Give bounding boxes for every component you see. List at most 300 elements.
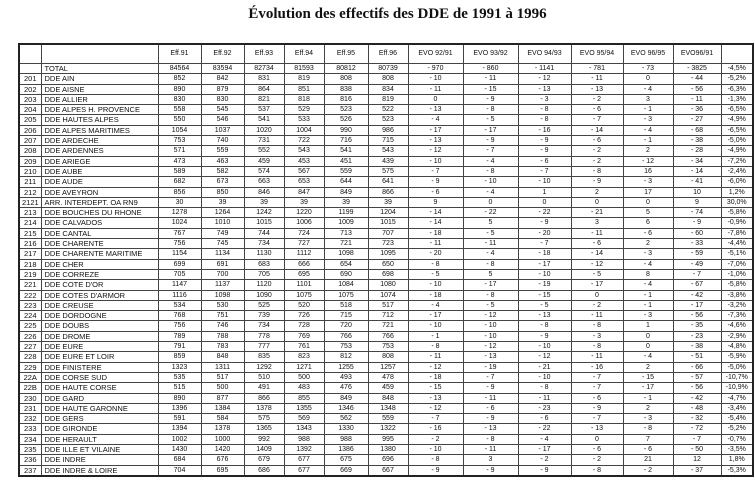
cell-evo-94-93: - 9 [518, 465, 571, 476]
cell-evo-92-91: - 8 [408, 455, 463, 465]
cell-evo-percent: -1,3% [721, 94, 753, 104]
table-row [19, 444, 753, 454]
cell-code: 206 [19, 125, 41, 135]
cell-eff-94: 1006 [284, 218, 324, 228]
cell-evo-95-94: - 9 [571, 403, 623, 413]
cell-eff-92: 1037 [201, 125, 244, 135]
cell-evo-96-91: - 57 [673, 372, 721, 382]
cell-eff-91: 1054 [158, 125, 201, 135]
cell-evo-93-92: 5 [463, 269, 518, 279]
cell-evo-95-94: - 7 [571, 383, 623, 393]
cell-eff-93: 744 [244, 228, 284, 238]
cell-evo-96-91: 9 [673, 197, 721, 207]
cell-evo-95-94: - 2 [571, 156, 623, 166]
cell-evo-96-91: - 35 [673, 321, 721, 331]
cell-eff-95: 80812 [324, 64, 368, 74]
cell-eff-95: 849 [324, 187, 368, 197]
cell-evo-95-94: - 2 [571, 94, 623, 104]
cell-evo-96-95: - 2 [623, 465, 673, 476]
cell-evo-96-91: - 28 [673, 146, 721, 156]
cell-eff-93: 866 [244, 393, 284, 403]
cell-eff-96: 819 [368, 94, 408, 104]
cell-eff-91: 705 [158, 269, 201, 279]
cell-eff-95: 562 [324, 414, 368, 424]
cell-evo-93-92: - 9 [463, 414, 518, 424]
column-header-eff-92: Eff.92 [201, 44, 244, 64]
cell-evo-95-94: - 8 [571, 465, 623, 476]
cell-evo-96-95: 0 [623, 197, 673, 207]
cell-evo-percent: -5,8% [721, 280, 753, 290]
cell-eff-93: 686 [244, 465, 284, 476]
cell-evo-95-94: - 8 [571, 321, 623, 331]
table-row [19, 146, 753, 156]
cell-department: DDE GERS [41, 414, 158, 424]
cell-evo-96-95: 16 [623, 166, 673, 176]
cell-evo-95-94: - 16 [571, 362, 623, 372]
cell-eff-91: 84564 [158, 64, 201, 74]
cell-eff-95: 713 [324, 228, 368, 238]
cell-department: DDE HAUTE CORSE [41, 383, 158, 393]
cell-evo-95-94: - 14 [571, 125, 623, 135]
cell-evo-percent: -3,4% [721, 403, 753, 413]
cell-eff-95: 753 [324, 342, 368, 352]
cell-eff-95: 644 [324, 177, 368, 187]
cell-evo-93-92: - 8 [463, 166, 518, 176]
column-header-evo-95-94: EVO 95/94 [571, 44, 623, 64]
cell-eff-95: 526 [324, 115, 368, 125]
cell-eff-94: 695 [284, 269, 324, 279]
cell-eff-94: 727 [284, 239, 324, 249]
cell-evo-96-91: - 7 [673, 434, 721, 444]
cell-eff-94: 728 [284, 321, 324, 331]
cell-eff-91: 1396 [158, 403, 201, 413]
cell-evo-92-91: - 14 [408, 218, 463, 228]
table-row [19, 331, 753, 341]
cell-evo-96-95: - 17 [623, 383, 673, 393]
cell-eff-92: 1311 [201, 362, 244, 372]
cell-code: 221 [19, 280, 41, 290]
cell-evo-96-95: - 3 [623, 311, 673, 321]
cell-eff-95: 1346 [324, 403, 368, 413]
cell-eff-96: 1348 [368, 403, 408, 413]
cell-code: 227 [19, 342, 41, 352]
cell-eff-92: 1010 [201, 218, 244, 228]
table-row [19, 208, 753, 218]
cell-code: 207 [19, 136, 41, 146]
cell-eff-91: 789 [158, 331, 201, 341]
cell-eff-96: 698 [368, 269, 408, 279]
cell-code: 228 [19, 352, 41, 362]
cell-eff-95: 1386 [324, 444, 368, 454]
cell-evo-94-93: - 9 [518, 146, 571, 156]
cell-eff-92: 783 [201, 342, 244, 352]
cell-evo-percent: -5,8% [721, 208, 753, 218]
cell-evo-94-93: - 13 [518, 311, 571, 321]
cell-eff-95: 1330 [324, 424, 368, 434]
cell-eff-96: 523 [368, 115, 408, 125]
cell-evo-92-91: - 7 [408, 414, 463, 424]
cell-evo-94-93: - 7 [518, 166, 571, 176]
cell-eff-94: 1101 [284, 280, 324, 290]
cell-evo-percent: -5,2% [721, 424, 753, 434]
cell-code: 215 [19, 228, 41, 238]
column-header-eff-94: Eff.94 [284, 44, 324, 64]
cell-eff-94: 1220 [284, 208, 324, 218]
cell-eff-94: 1343 [284, 424, 324, 434]
column-header-evo-92-91: EVO 92/91 [408, 44, 463, 64]
cell-evo-96-91: - 41 [673, 177, 721, 187]
cell-evo-94-93: - 10 [518, 372, 571, 382]
cell-evo-percent: -7,8% [721, 228, 753, 238]
cell-eff-96: 866 [368, 187, 408, 197]
cell-evo-96-91: - 37 [673, 465, 721, 476]
cell-eff-91: 699 [158, 259, 201, 269]
cell-eff-95: 493 [324, 372, 368, 382]
table-row [19, 84, 753, 94]
cell-evo-percent: -5,2% [721, 74, 753, 84]
cell-evo-92-91: 9 [408, 197, 463, 207]
cell-eff-94: 453 [284, 156, 324, 166]
cell-evo-96-91: - 49 [673, 259, 721, 269]
cell-evo-93-92: - 12 [463, 311, 518, 321]
cell-eff-92: 463 [201, 156, 244, 166]
cell-eff-94: 851 [284, 84, 324, 94]
cell-eff-93: 1015 [244, 218, 284, 228]
cell-evo-93-92: - 4 [463, 187, 518, 197]
cell-department: DDE ALLIER [41, 94, 158, 104]
cell-evo-96-95: - 73 [623, 64, 673, 74]
table-row [19, 177, 753, 187]
cell-evo-94-93: - 8 [518, 105, 571, 115]
cell-evo-96-95: 3 [623, 94, 673, 104]
cell-evo-96-91: - 33 [673, 239, 721, 249]
cell-eff-93: 1365 [244, 424, 284, 434]
cell-eff-94: 567 [284, 166, 324, 176]
cell-eff-93: 39 [244, 197, 284, 207]
table-row [19, 300, 753, 310]
cell-evo-92-91: - 16 [408, 424, 463, 434]
cell-evo-95-94: - 5 [571, 269, 623, 279]
table-row [19, 94, 753, 104]
cell-department: DDE DROME [41, 331, 158, 341]
cell-eff-93: 1292 [244, 362, 284, 372]
cell-code: 208 [19, 146, 41, 156]
cell-eff-94: 1355 [284, 403, 324, 413]
cell-eff-94: 988 [284, 434, 324, 444]
cell-eff-92: 842 [201, 74, 244, 84]
cell-evo-96-95: 21 [623, 455, 673, 465]
cell-eff-95: 721 [324, 239, 368, 249]
table-row [19, 362, 753, 372]
cell-eff-94: 500 [284, 372, 324, 382]
cell-evo-92-91: - 10 [408, 321, 463, 331]
column-header-eff-93: Eff.93 [244, 44, 284, 64]
cell-evo-percent: -0,9% [721, 218, 753, 228]
table-row [19, 434, 753, 444]
cell-department: DDE CREUSE [41, 300, 158, 310]
cell-evo-93-92: 3 [463, 455, 518, 465]
cell-eff-96: 766 [368, 331, 408, 341]
cell-eff-96: 696 [368, 455, 408, 465]
cell-evo-96-95: - 1 [623, 300, 673, 310]
cell-evo-94-93: - 10 [518, 269, 571, 279]
cell-eff-91: 589 [158, 166, 201, 176]
cell-eff-91: 1147 [158, 280, 201, 290]
cell-department: DDE AISNE [41, 84, 158, 94]
cell-eff-92: 850 [201, 187, 244, 197]
cell-eff-96: 478 [368, 372, 408, 382]
cell-evo-percent: 1,2% [721, 187, 753, 197]
cell-eff-94: 520 [284, 300, 324, 310]
cell-eff-91: 591 [158, 414, 201, 424]
cell-evo-percent: -5,1% [721, 249, 753, 259]
cell-evo-95-94: 0 [571, 290, 623, 300]
table-row [19, 259, 753, 269]
cell-eff-93: 831 [244, 74, 284, 84]
cell-evo-96-91: - 17 [673, 300, 721, 310]
cell-eff-91: 571 [158, 146, 201, 156]
cell-evo-percent: -6,3% [721, 84, 753, 94]
cell-evo-96-95: - 3 [623, 249, 673, 259]
cell-evo-93-92: - 10 [463, 177, 518, 187]
cell-department: DDE CHER [41, 259, 158, 269]
cell-eff-95: 808 [324, 74, 368, 84]
cell-eff-91: 830 [158, 94, 201, 104]
cell-eff-93: 835 [244, 352, 284, 362]
cell-department: DDE AUDE [41, 177, 158, 187]
cell-eff-93: 777 [244, 342, 284, 352]
cell-evo-percent: -7,3% [721, 311, 753, 321]
cell-eff-92: 1000 [201, 434, 244, 444]
column-header-eff-96: Eff.96 [368, 44, 408, 64]
table-row [19, 156, 753, 166]
cell-eff-93: 683 [244, 259, 284, 269]
cell-evo-94-93: - 23 [518, 403, 571, 413]
cell-eff-91: 1002 [158, 434, 201, 444]
cell-eff-93: 663 [244, 177, 284, 187]
cell-eff-91: 859 [158, 352, 201, 362]
table-row [19, 424, 753, 434]
cell-evo-92-91: - 18 [408, 372, 463, 382]
table-row [19, 414, 753, 424]
cell-evo-percent: -3,2% [721, 300, 753, 310]
column-header-evo-96-95: EVO 96/95 [623, 44, 673, 64]
cell-evo-92-91: - 9 [408, 177, 463, 187]
cell-evo-96-95: - 8 [623, 424, 673, 434]
cell-evo-95-94: - 6 [571, 393, 623, 403]
column-header-evo-94-93: EVO 94/93 [518, 44, 571, 64]
cell-eff-92: 559 [201, 146, 244, 156]
cell-eff-96: 848 [368, 393, 408, 403]
cell-eff-92: 1134 [201, 249, 244, 259]
cell-eff-95: 838 [324, 84, 368, 94]
cell-eff-93: 821 [244, 94, 284, 104]
cell-eff-92: 879 [201, 84, 244, 94]
cell-eff-91: 890 [158, 393, 201, 403]
cell-evo-92-91: - 15 [408, 383, 463, 393]
cell-evo-percent: -5,0% [721, 362, 753, 372]
cell-eff-93: 731 [244, 136, 284, 146]
cell-code: 234 [19, 434, 41, 444]
cell-evo-96-95: - 3 [623, 177, 673, 187]
cell-eff-91: 515 [158, 383, 201, 393]
cell-evo-96-91: - 72 [673, 424, 721, 434]
cell-evo-96-91: 10 [673, 187, 721, 197]
cell-evo-93-92: - 5 [463, 228, 518, 238]
cell-evo-95-94: 0 [571, 197, 623, 207]
cell-department: DDE AIN [41, 74, 158, 84]
cell-evo-94-93: 1 [518, 187, 571, 197]
cell-evo-96-95: 2 [623, 362, 673, 372]
cell-department: DDE ILLE ET VILAINE [41, 444, 158, 454]
cell-evo-94-93: - 18 [518, 249, 571, 259]
table-row [19, 239, 753, 249]
document-title: Évolution des effectifs des DDE de 1991 à 1996 [248, 6, 547, 22]
cell-eff-94: 819 [284, 74, 324, 84]
cell-eff-96: 1322 [368, 424, 408, 434]
cell-eff-96: 667 [368, 465, 408, 476]
cell-evo-percent: -3,8% [721, 290, 753, 300]
cell-eff-94: 533 [284, 115, 324, 125]
cell-evo-94-93: - 12 [518, 352, 571, 362]
cell-eff-95: 1098 [324, 249, 368, 259]
cell-eff-92: 500 [201, 383, 244, 393]
cell-eff-95: 1199 [324, 208, 368, 218]
cell-eff-91: 1024 [158, 218, 201, 228]
cell-eff-95: 1255 [324, 362, 368, 372]
cell-eff-94: 769 [284, 331, 324, 341]
cell-eff-91: 534 [158, 300, 201, 310]
cell-eff-94: 569 [284, 414, 324, 424]
cell-eff-95: 990 [324, 125, 368, 135]
cell-eff-92: 788 [201, 331, 244, 341]
cell-department: ARR. INTERDEPT. OA RN9 [41, 197, 158, 207]
cell-evo-96-91: - 68 [673, 125, 721, 135]
cell-evo-95-94: - 11 [571, 311, 623, 321]
table-row [19, 455, 753, 465]
cell-eff-91: 756 [158, 321, 201, 331]
cell-eff-93: 1242 [244, 208, 284, 218]
cell-eff-92: 1384 [201, 403, 244, 413]
cell-eff-92: 673 [201, 177, 244, 187]
cell-evo-94-93: - 13 [518, 84, 571, 94]
cell-evo-93-92: - 11 [463, 239, 518, 249]
cell-evo-percent: -1,0% [721, 269, 753, 279]
cell-evo-93-92: - 13 [463, 352, 518, 362]
cell-department: DDE COTES D'ARMOR [41, 290, 158, 300]
cell-eff-96: 559 [368, 414, 408, 424]
cell-code: 202 [19, 84, 41, 94]
cell-eff-94: 722 [284, 136, 324, 146]
cell-evo-93-92: - 8 [463, 105, 518, 115]
cell-department: DDE ARIEGE [41, 156, 158, 166]
cell-evo-94-93: - 22 [518, 424, 571, 434]
cell-evo-96-95: - 4 [623, 259, 673, 269]
cell-evo-93-92: 0 [463, 197, 518, 207]
cell-evo-94-93: - 22 [518, 208, 571, 218]
cell-evo-96-91: - 56 [673, 311, 721, 321]
cell-evo-percent: -4,8% [721, 342, 753, 352]
cell-evo-92-91: - 1 [408, 331, 463, 341]
cell-eff-93: 734 [244, 239, 284, 249]
cell-code: 216 [19, 239, 41, 249]
cell-eff-96: 721 [368, 321, 408, 331]
table-row [19, 352, 753, 362]
cell-eff-91: 535 [158, 372, 201, 382]
cell-evo-94-93: - 5 [518, 300, 571, 310]
cell-eff-96: 707 [368, 228, 408, 238]
cell-eff-91: 856 [158, 187, 201, 197]
cell-eff-93: 1090 [244, 290, 284, 300]
cell-evo-92-91: - 13 [408, 105, 463, 115]
cell-eff-92: 1098 [201, 290, 244, 300]
cell-code: 203 [19, 94, 41, 104]
cell-eff-95: 816 [324, 94, 368, 104]
cell-evo-percent: -4,9% [721, 115, 753, 125]
cell-evo-96-91: - 34 [673, 156, 721, 166]
cell-eff-92: 877 [201, 393, 244, 403]
cell-department: DDE INDRE & LOIRE [41, 465, 158, 476]
cell-eff-96: 995 [368, 434, 408, 444]
cell-eff-96: 712 [368, 311, 408, 321]
cell-eff-92: 83594 [201, 64, 244, 74]
cell-evo-94-93: - 6 [518, 414, 571, 424]
cell-eff-92: 749 [201, 228, 244, 238]
cell-eff-95: 451 [324, 156, 368, 166]
cell-evo-93-92: - 5 [463, 300, 518, 310]
cell-evo-92-91: - 4 [408, 115, 463, 125]
total-row [19, 64, 753, 74]
cell-evo-96-95: - 4 [623, 280, 673, 290]
cell-department: DDE ALPES MARITIMES [41, 125, 158, 135]
cell-code: 229 [19, 362, 41, 372]
cell-eff-91: 30 [158, 197, 201, 207]
cell-evo-percent: -10,7% [721, 372, 753, 382]
cell-evo-94-93: - 9 [518, 136, 571, 146]
cell-eff-95: 1084 [324, 280, 368, 290]
cell-department: DDE AVEYRON [41, 187, 158, 197]
table-row [19, 136, 753, 146]
cell-evo-percent: -4,5% [721, 64, 753, 74]
cell-evo-percent: -2,9% [721, 331, 753, 341]
cell-eff-91: 753 [158, 136, 201, 146]
cell-eff-93: 510 [244, 372, 284, 382]
cell-evo-96-95: - 4 [623, 84, 673, 94]
cell-evo-96-95: 8 [623, 269, 673, 279]
cell-evo-96-95: 7 [623, 434, 673, 444]
cell-evo-96-95: - 4 [623, 352, 673, 362]
cell-evo-92-91: - 2 [408, 434, 463, 444]
cell-eff-92: 676 [201, 455, 244, 465]
cell-eff-93: 574 [244, 166, 284, 176]
cell-eff-96: 650 [368, 259, 408, 269]
cell-eff-91: 550 [158, 115, 201, 125]
cell-evo-96-95: 1 [623, 321, 673, 331]
cell-department: DDE GIRONDE [41, 424, 158, 434]
cell-evo-96-95: - 4 [623, 125, 673, 135]
cell-eff-96: 459 [368, 383, 408, 393]
cell-evo-96-91: - 66 [673, 362, 721, 372]
cell-code: 231 [19, 403, 41, 413]
table-row [19, 372, 753, 382]
cell-evo-percent: -5,0% [721, 136, 753, 146]
cell-code: 210 [19, 166, 41, 176]
cell-eff-96: 723 [368, 239, 408, 249]
cell-evo-94-93: 0 [518, 197, 571, 207]
cell-department: DDE CANTAL [41, 228, 158, 238]
cell-code: 209 [19, 156, 41, 166]
cell-evo-93-92: - 10 [463, 331, 518, 341]
